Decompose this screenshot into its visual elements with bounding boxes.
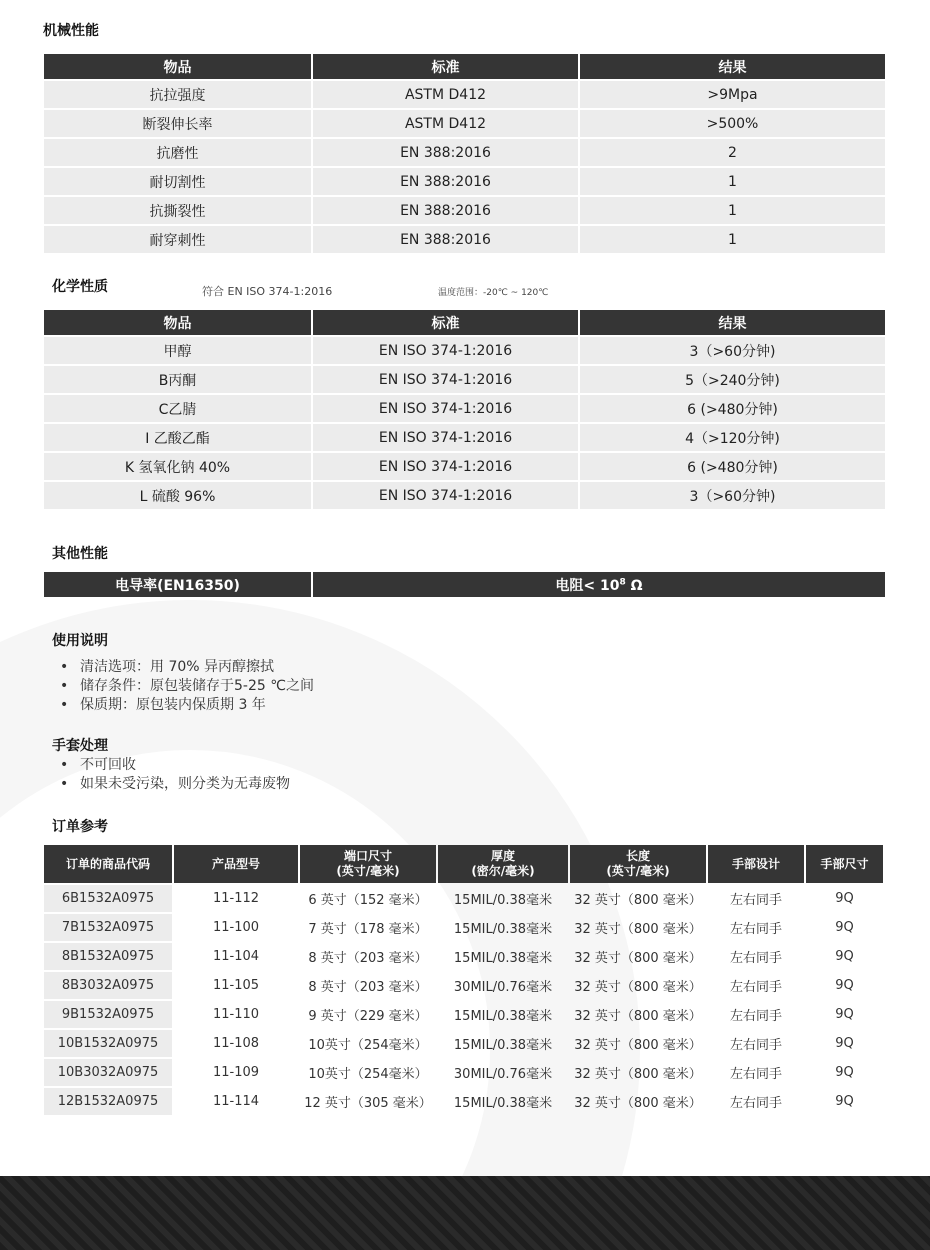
thickness-cell: 15MIL/0.38毫米	[453, 951, 553, 966]
cuff-cell: 10英寸（254毫米）	[308, 1067, 428, 1082]
table-row	[44, 482, 885, 509]
standard-cell: EN 388:2016	[313, 168, 578, 195]
result-cell: 3（>60分钟)	[580, 337, 885, 364]
table-row	[44, 972, 883, 999]
cuff-cell: 10英寸（254毫米）	[308, 1038, 428, 1053]
length-cell: 32 英寸（800 毫米）	[574, 1067, 702, 1082]
result-cell: 1	[580, 168, 885, 195]
item-code-cell: 6B1532A0975	[44, 885, 172, 912]
thickness-cell: 15MIL/0.38毫米	[453, 922, 553, 937]
header-result: 结果	[580, 54, 885, 79]
table-row	[44, 226, 885, 253]
thickness-cell: 15MIL/0.38毫米	[453, 1009, 553, 1024]
table-row	[44, 337, 885, 364]
resistance-value: 电阻< $10^8$ Ω	[313, 572, 885, 597]
standard-cell: ASTM D412	[313, 81, 578, 108]
result-cell: 4（>120分钟)	[580, 424, 885, 451]
thickness-cell: 30MIL/0.76毫米	[453, 980, 553, 995]
thickness-cell: 30MIL/0.76毫米	[453, 1067, 553, 1082]
thickness-cell: 15MIL/0.38毫米	[453, 1096, 553, 1111]
header-standard: 标准	[313, 54, 578, 79]
hand-size-cell: 9Q	[835, 978, 854, 993]
item-cell: 耐切割性	[44, 168, 311, 195]
item-code-cell: 9B1532A0975	[44, 1001, 172, 1028]
header-thickness: 厚度 (密尔/毫米)	[438, 845, 568, 883]
disposal-list	[60, 756, 290, 794]
item-code-cell: 12B1532A0975	[44, 1088, 172, 1115]
standard-cell: ASTM D412	[313, 110, 578, 137]
item-cell: 抗拉强度	[44, 81, 311, 108]
standard-cell: EN ISO 374-1:2016	[313, 366, 578, 393]
item-cell: 抗磨性	[44, 139, 311, 166]
cuff-cell: 9 英寸（229 毫米）	[308, 1009, 428, 1024]
table-row	[44, 168, 885, 195]
table-row	[44, 424, 885, 451]
item-cell: C乙腈	[44, 395, 311, 422]
hand-design-cell: 左右同手	[729, 980, 782, 995]
model-cell: 11-109	[212, 1065, 260, 1080]
header-item-code: 订单的商品代码	[44, 845, 172, 883]
model-cell: 11-110	[212, 1007, 260, 1022]
list-item: • 储存条件：原包装储存于5-25 ℃之间	[60, 677, 314, 696]
table-header-row	[44, 845, 883, 883]
table-header-row	[44, 310, 885, 335]
standard-cell: EN ISO 374-1:2016	[313, 337, 578, 364]
result-cell: >9Mpa	[580, 81, 885, 108]
header-hand-design: 手部设计	[708, 845, 804, 883]
hand-size-cell: 9Q	[835, 1065, 854, 1080]
standard-cell: EN 388:2016	[313, 226, 578, 253]
hand-design-cell: 左右同手	[729, 893, 782, 908]
footer-carbon-band	[0, 1176, 930, 1250]
hand-design-cell: 左右同手	[729, 1009, 782, 1024]
item-cell: 断裂伸长率	[44, 110, 311, 137]
table-row	[44, 1030, 883, 1057]
table-row	[44, 366, 885, 393]
standard-cell: EN ISO 374-1:2016	[313, 453, 578, 480]
usage-list	[60, 658, 314, 715]
table-row	[44, 197, 885, 224]
standard-cell: EN ISO 374-1:2016	[313, 424, 578, 451]
result-cell: 6 (>480分钟)	[580, 453, 885, 480]
model-cell: 11-104	[212, 949, 260, 964]
hand-size-cell: 9Q	[835, 1007, 854, 1022]
model-cell: 11-112	[212, 891, 260, 906]
list-item: • 清洁选项：用 70% 异丙醇擦拭	[60, 658, 314, 677]
header-cuff-size: 端口尺寸 (英寸/毫米)	[300, 845, 436, 883]
hand-size-cell: 9Q	[835, 920, 854, 935]
header-item: 物品	[44, 54, 311, 79]
length-cell: 32 英寸（800 毫米）	[574, 922, 702, 937]
model-cell: 11-105	[212, 978, 260, 993]
cuff-cell: 8 英寸（203 毫米）	[308, 951, 428, 966]
header-standard: 标准	[313, 310, 578, 335]
table-row	[44, 943, 883, 970]
cuff-cell: 8 英寸（203 毫米）	[308, 980, 428, 995]
table-row	[44, 81, 885, 108]
table-row	[44, 110, 885, 137]
cuff-cell: 12 英寸（305 毫米）	[304, 1096, 432, 1111]
result-cell: 5（>240分钟)	[580, 366, 885, 393]
length-cell: 32 英寸（800 毫米）	[574, 893, 702, 908]
standard-cell: EN 388:2016	[313, 197, 578, 224]
list-item: • 如果未受污染，则分类为无毒废物	[60, 775, 290, 794]
hand-size-cell: 9Q	[835, 1036, 854, 1051]
item-code-cell: 8B1532A0975	[44, 943, 172, 970]
order-title: 订单参考	[52, 819, 108, 835]
item-cell: 甲醇	[44, 337, 311, 364]
table-header-row	[44, 54, 885, 79]
table-row	[44, 914, 883, 941]
standard-cell: EN ISO 374-1:2016	[313, 482, 578, 509]
result-cell: 2	[580, 139, 885, 166]
list-item: • 保质期：原包装内保质期 3 年	[60, 696, 314, 715]
header-model: 产品型号	[174, 845, 298, 883]
result-cell: 1	[580, 197, 885, 224]
result-cell: 1	[580, 226, 885, 253]
cuff-cell: 7 英寸（178 毫米）	[308, 922, 428, 937]
model-cell: 11-108	[212, 1036, 260, 1051]
table-row	[44, 395, 885, 422]
mechanical-table	[42, 52, 887, 255]
hand-size-cell: 9Q	[835, 1094, 854, 1109]
length-cell: 32 英寸（800 毫米）	[574, 980, 702, 995]
list-item: • 不可回收	[60, 756, 290, 775]
item-cell: I 乙酸乙酯	[44, 424, 311, 451]
table-row	[44, 1001, 883, 1028]
table-row	[44, 139, 885, 166]
model-cell: 11-114	[212, 1094, 260, 1109]
table-row	[44, 1088, 883, 1115]
item-code-cell: 10B1532A0975	[44, 1030, 172, 1057]
table-row	[44, 885, 883, 912]
header-length: 长度 (英寸/毫米)	[570, 845, 706, 883]
conductivity-label: 电导率(EN16350)	[44, 572, 311, 597]
hand-size-cell: 9Q	[835, 949, 854, 964]
header-result: 结果	[580, 310, 885, 335]
hand-design-cell: 左右同手	[729, 1067, 782, 1082]
chemical-title: 化学性质	[52, 279, 108, 295]
order-table	[42, 843, 885, 1117]
result-cell: 3（>60分钟)	[580, 482, 885, 509]
header-hand-size: 手部尺寸	[806, 845, 883, 883]
table-row	[44, 1059, 883, 1086]
chemical-table	[42, 308, 887, 511]
length-cell: 32 英寸（800 毫米）	[574, 1009, 702, 1024]
hand-design-cell: 左右同手	[729, 922, 782, 937]
hand-design-cell: 左右同手	[729, 1038, 782, 1053]
standard-cell: EN ISO 374-1:2016	[313, 395, 578, 422]
item-code-cell: 7B1532A0975	[44, 914, 172, 941]
other-title: 其他性能	[52, 546, 108, 562]
item-cell: B丙酮	[44, 366, 311, 393]
temperature-range-note: 温度范围：-20℃ ~ 120℃	[438, 288, 549, 298]
cuff-cell: 6 英寸（152 毫米）	[308, 893, 428, 908]
hand-size-cell: 9Q	[835, 891, 854, 906]
table-row	[44, 453, 885, 480]
thickness-cell: 15MIL/0.38毫米	[453, 893, 553, 908]
length-cell: 32 英寸（800 毫米）	[574, 951, 702, 966]
hand-design-cell: 左右同手	[729, 1096, 782, 1111]
item-cell: 抗撕裂性	[44, 197, 311, 224]
mechanical-title: 机械性能	[43, 23, 99, 39]
thickness-cell: 15MIL/0.38毫米	[453, 1038, 553, 1053]
item-code-cell: 10B3032A0975	[44, 1059, 172, 1086]
length-cell: 32 英寸（800 毫米）	[574, 1096, 702, 1111]
header-item: 物品	[44, 310, 311, 335]
length-cell: 32 英寸（800 毫米）	[574, 1038, 702, 1053]
hand-design-cell: 左右同手	[729, 951, 782, 966]
chemical-standard-note: 符合 EN ISO 374-1:2016	[202, 285, 333, 298]
other-table	[42, 570, 887, 599]
model-cell: 11-100	[212, 920, 260, 935]
item-cell: K 氢氧化钠 40%	[44, 453, 311, 480]
item-cell: L 硫酸 96%	[44, 482, 311, 509]
item-code-cell: 8B3032A0975	[44, 972, 172, 999]
table-header-row	[44, 572, 885, 597]
standard-cell: EN 388:2016	[313, 139, 578, 166]
usage-title: 使用说明	[52, 633, 108, 649]
result-cell: 6 (>480分钟)	[580, 395, 885, 422]
item-cell: 耐穿刺性	[44, 226, 311, 253]
result-cell: >500%	[580, 110, 885, 137]
disposal-title: 手套处理	[52, 738, 108, 754]
